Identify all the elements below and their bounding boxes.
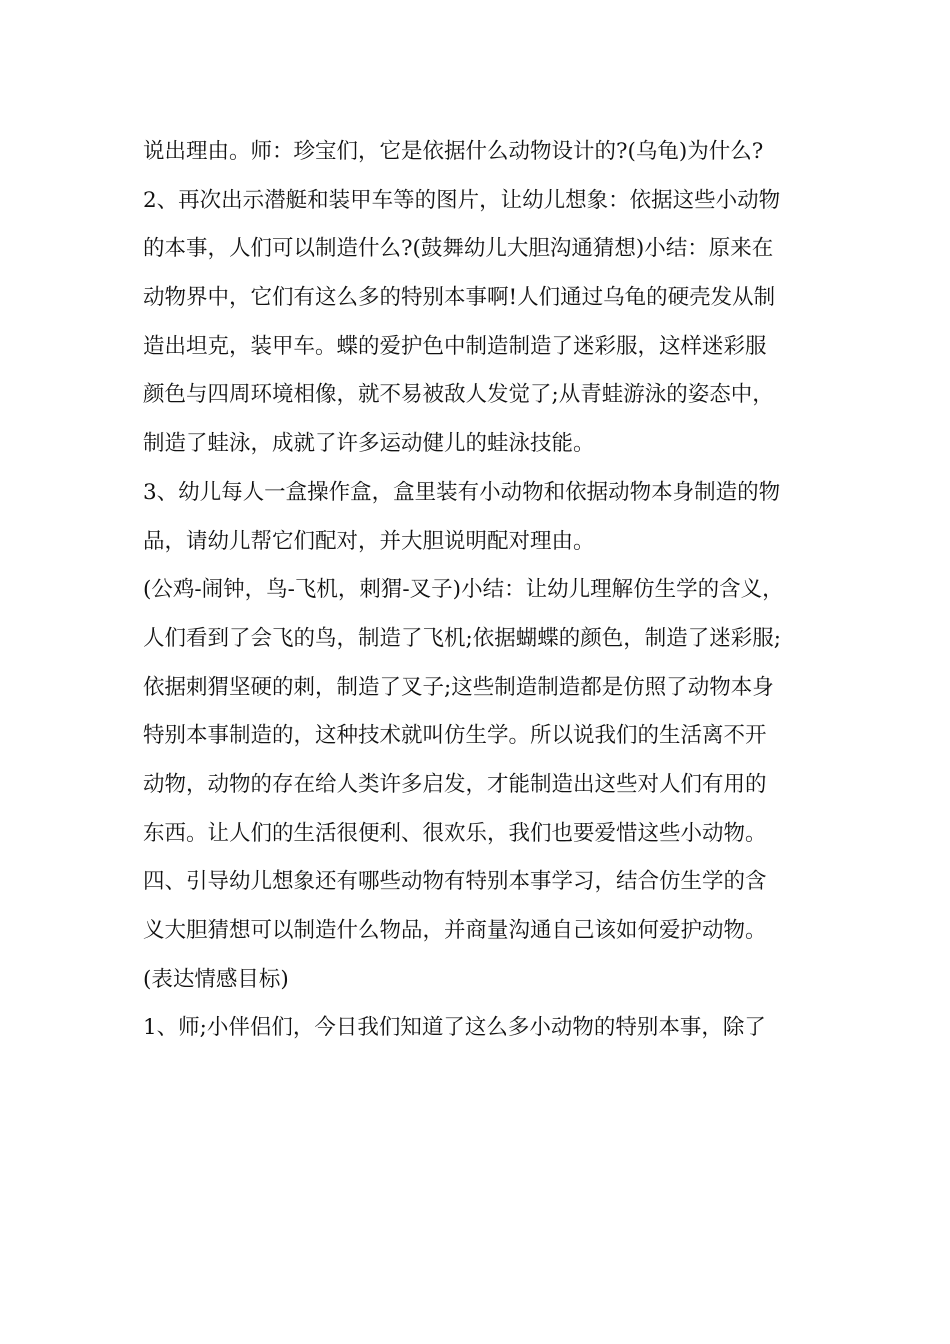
- text-line: 颜色与四周环境相像，就不易被敌人发觉了;从青蛙游泳的姿态中，: [143, 382, 774, 408]
- text-line: 品，请幼儿帮它们配对，并大胆说明配对理由。: [143, 528, 595, 554]
- text-line: (公鸡-闹钟，鸟-飞机，刺猬-叉子)小结：让幼儿理解仿生学的含义，: [143, 577, 784, 603]
- text-line: 特别本事制造的，这种技术就叫仿生学。所以说我们的生活离不开: [143, 723, 767, 749]
- text-line: 的本事，人们可以制造什么?(鼓舞幼儿大胆沟通猜想)小结：原来在: [143, 236, 774, 262]
- text-line: 3、幼儿每人一盒操作盒，盒里装有小动物和依据动物本身制造的物: [143, 479, 781, 505]
- text-line: 人们看到了会飞的鸟，制造了飞机;依据蝴蝶的颜色，制造了迷彩服;: [143, 625, 781, 651]
- text-line: 动物，动物的存在给人类许多启发，才能制造出这些对人们有用的: [143, 771, 767, 797]
- text-line: 2、再次出示潜艇和装甲车等的图片，让幼儿想象：依据这些小动物: [143, 187, 781, 213]
- text-line: 依据刺猬坚硬的刺，制造了叉子;这些制造制造都是仿照了动物本身: [143, 674, 774, 700]
- text-line: 四、引导幼儿想象还有哪些动物有特别本事学习，结合仿生学的含: [143, 869, 767, 895]
- text-line: 1、师;小伴侣们，今日我们知道了这么多小动物的特别本事，除了: [143, 1015, 766, 1041]
- text-line: (表达情感目标): [143, 966, 289, 992]
- text-line: 造出坦克，装甲车。蝶的爱护色中制造制造了迷彩服，这样迷彩服: [143, 333, 767, 359]
- text-line: 说出理由。师：珍宝们，它是依据什么动物设计的?(乌龟)为什么?: [143, 139, 764, 164]
- text-line: 东西。让人们的生活很便利、很欢乐，我们也要爱惜这些小动物。: [143, 820, 767, 846]
- text-line: 义大胆猜想可以制造什么物品，并商量沟通自己该如何爱护动物。: [143, 918, 767, 943]
- text-line: 制造了蛙泳，成就了许多运动健儿的蛙泳技能。: [143, 431, 595, 457]
- text-line: 动物界中，它们有这么多的特别本事啊!人们通过乌龟的硬壳发从制: [143, 285, 776, 311]
- document-body: [143, 128, 833, 1053]
